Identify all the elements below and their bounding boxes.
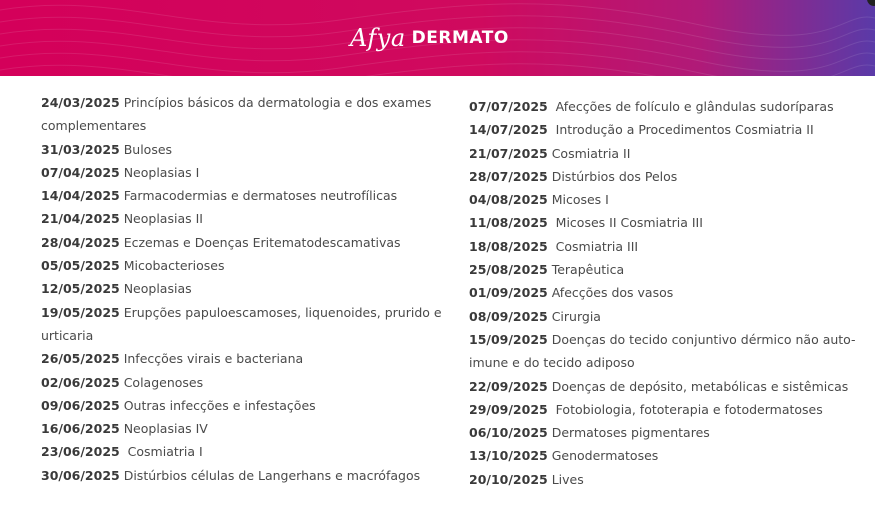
schedule-date: 30/06/2025 — [41, 467, 120, 483]
schedule-topic: Outras infecções e infestações — [123, 397, 316, 413]
schedule-date: 01/09/2025 — [469, 285, 548, 301]
schedule-item — [41, 161, 446, 184]
schedule-date: 28/07/2025 — [469, 168, 548, 184]
schedule-item — [469, 211, 864, 234]
schedule-topic: Neoplasias IV — [123, 421, 208, 437]
schedule-item — [469, 188, 864, 211]
schedule-item — [469, 398, 864, 421]
schedule-topic: Erupções papuloescamoses, liquenoides, prurido e urticaria — [41, 304, 442, 343]
schedule-date: 11/08/2025 — [469, 215, 548, 231]
schedule-date: 09/06/2025 — [41, 397, 120, 413]
schedule-topic: Cosmiatria II — [551, 145, 631, 161]
schedule-topic: Lives — [551, 471, 584, 487]
schedule-date: 29/09/2025 — [469, 401, 548, 417]
schedule-item — [41, 254, 446, 277]
schedule-topic: Eczemas e Doenças Eritematodescamativas — [123, 234, 401, 250]
schedule-date: 07/04/2025 — [41, 164, 120, 180]
schedule-separator — [120, 444, 128, 459]
schedule-item — [469, 444, 864, 467]
schedule-topic: Distúrbios células de Langerhans e macrófagos — [123, 467, 421, 483]
schedule-topic: Terapêutica — [551, 262, 625, 278]
schedule-item — [469, 375, 864, 398]
schedule-date: 06/10/2025 — [469, 425, 548, 441]
schedule-item — [41, 371, 446, 394]
schedule-topic: Farmacodermias e dermatoses neutrofílicas — [123, 188, 398, 204]
schedule-topic: Infecções virais e bacteriana — [123, 351, 304, 367]
schedule-date: 16/06/2025 — [41, 421, 120, 437]
schedule-date: 24/03/2025 — [41, 95, 120, 110]
schedule-topic: Cosmiatria III — [555, 238, 639, 254]
schedule-topic: Neoplasias II — [123, 211, 203, 227]
schedule-date: 04/08/2025 — [469, 192, 548, 208]
schedule-separator — [548, 215, 556, 230]
schedule-date: 14/07/2025 — [469, 122, 548, 138]
schedule-item — [469, 118, 864, 141]
schedule-date: 02/06/2025 — [41, 374, 120, 390]
schedule-date: 12/05/2025 — [41, 281, 120, 297]
brand-header — [0, 0, 875, 76]
schedule-date: 21/04/2025 — [41, 211, 120, 227]
schedule-topic: Micoses I — [551, 192, 609, 208]
schedule-separator — [548, 239, 556, 254]
schedule-date: 31/03/2025 — [41, 141, 120, 157]
schedule-topic: Afecções de folículo e glândulas sudoríparas — [555, 99, 834, 114]
schedule-topic: Cosmiatria I — [127, 444, 203, 460]
schedule-item — [469, 328, 864, 375]
schedule-left-column — [41, 91, 446, 487]
schedule-item — [469, 165, 864, 188]
schedule-topic: Afecções dos vasos — [551, 285, 674, 301]
schedule-separator — [548, 122, 556, 137]
schedule-topic: Genodermatoses — [551, 448, 659, 464]
schedule-topic: Fotobiologia, fototerapia e fotodermatoses — [555, 401, 823, 417]
schedule-date: 19/05/2025 — [41, 304, 120, 320]
schedule-date: 07/07/2025 — [469, 99, 548, 114]
schedule-item — [41, 417, 446, 440]
schedule-date: 28/04/2025 — [41, 234, 120, 250]
schedule-item — [41, 207, 446, 230]
schedule-date: 15/09/2025 — [469, 331, 548, 347]
schedule-topic: Neoplasias — [123, 281, 192, 297]
schedule-date: 23/06/2025 — [41, 444, 120, 460]
schedule-separator — [548, 99, 556, 114]
schedule-item — [469, 258, 864, 281]
schedule-topic: Neoplasias I — [123, 164, 200, 180]
schedule-topic: Doenças do tecido conjuntivo dérmico não auto-imune e do tecido adiposo — [469, 331, 856, 371]
schedule-topic: Cirurgia — [551, 308, 601, 324]
logo-brand: Afya — [350, 24, 406, 52]
schedule-topic: Princípios básicos da dermatologia e dos exames complementares — [41, 95, 432, 134]
schedule-item — [41, 231, 446, 254]
schedule-date: 13/10/2025 — [469, 448, 548, 464]
afya-dermato-logo — [350, 22, 509, 54]
schedule-topic: Buloses — [123, 141, 173, 157]
schedule-topic: Introdução a Procedimentos Cosmiatria II — [555, 122, 814, 138]
schedule-topic: Distúrbios dos Pelos — [551, 168, 678, 184]
logo-product: DERMATO — [411, 28, 509, 48]
schedule-date: 05/05/2025 — [41, 258, 120, 274]
schedule-topic: Dermatoses pigmentares — [551, 425, 710, 441]
schedule-topic: Doenças de depósito, metabólicas e sistêmicas — [551, 378, 849, 394]
schedule-date: 26/05/2025 — [41, 351, 120, 367]
schedule-date: 14/04/2025 — [41, 188, 120, 204]
schedule-item — [469, 468, 864, 491]
schedule-item — [469, 305, 864, 328]
schedule-item — [469, 142, 864, 165]
schedule-item — [469, 95, 864, 118]
schedule-topic: Micoses II Cosmiatria III — [555, 215, 703, 231]
schedule-topic: Colagenoses — [123, 374, 204, 390]
schedule-item — [469, 421, 864, 444]
schedule-item — [41, 347, 446, 370]
schedule-date: 25/08/2025 — [469, 262, 548, 278]
schedule-date: 20/10/2025 — [469, 471, 548, 487]
schedule-item — [41, 464, 446, 487]
schedule-item — [469, 235, 864, 258]
schedule-item — [41, 394, 446, 417]
schedule-item — [41, 138, 446, 161]
schedule-date: 08/09/2025 — [469, 308, 548, 324]
schedule-date: 21/07/2025 — [469, 145, 548, 161]
schedule-date: 18/08/2025 — [469, 238, 548, 254]
schedule-right-column — [469, 95, 864, 491]
schedule-topic: Micobacterioses — [123, 258, 225, 274]
schedule-separator — [548, 402, 556, 417]
schedule-item — [41, 301, 446, 348]
schedule-item — [41, 184, 446, 207]
schedule-item — [41, 277, 446, 300]
schedule-date: 22/09/2025 — [469, 378, 548, 394]
schedule-item — [41, 440, 446, 463]
schedule-item — [469, 281, 864, 304]
schedule-item — [41, 91, 446, 138]
